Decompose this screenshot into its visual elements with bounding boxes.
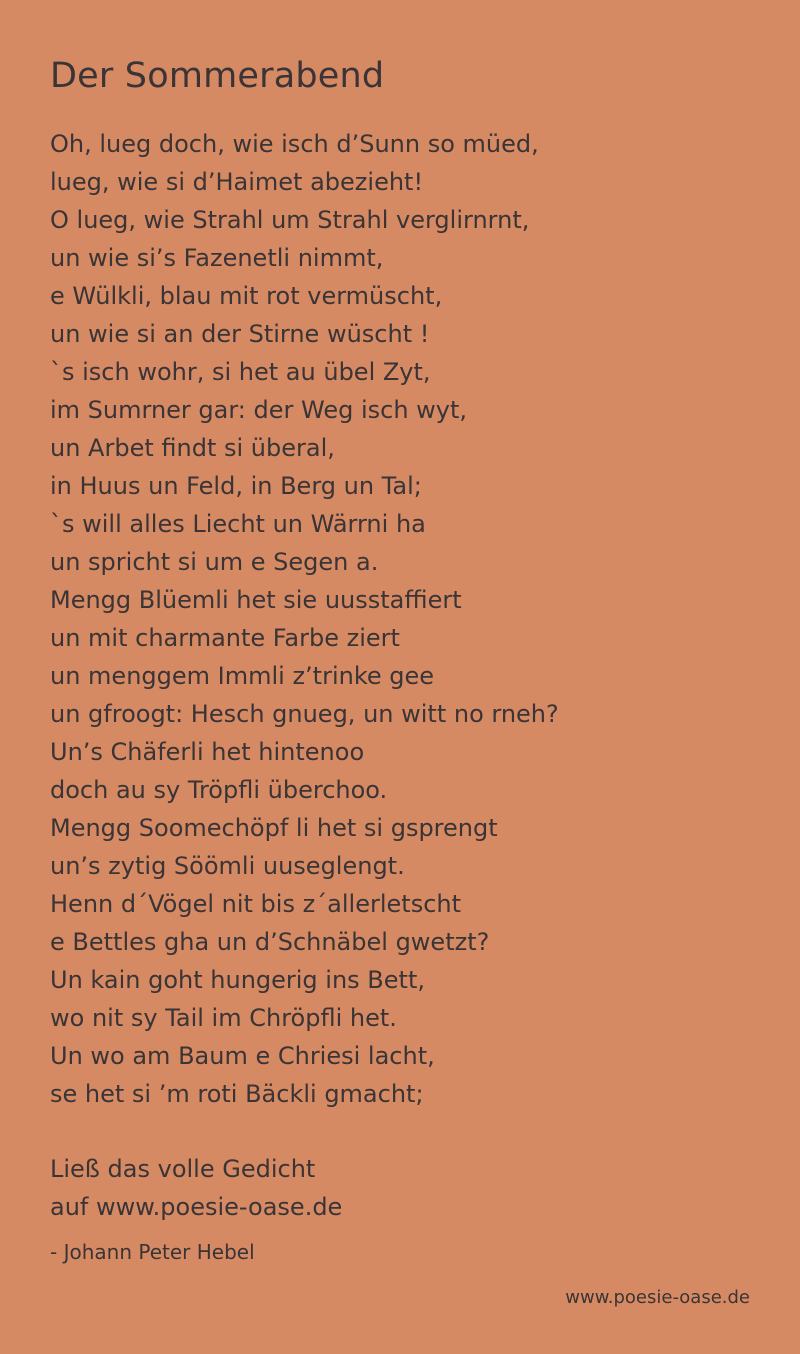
poem-line: doch au sy Tröpfli überchoo. [50,776,388,804]
poem-line: un wie si’s Fazenetli nimmt, [50,244,384,272]
website-watermark[interactable]: www.poesie-oase.de [565,1287,750,1308]
poem-line: Mengg Soomechöpf li het si gsprengt [50,814,498,842]
poem-line: `s isch wohr, si het au übel Zyt, [50,358,431,386]
poem-body [50,125,770,1113]
poem-line: Mengg Blüemli het sie uusstaffiert [50,586,462,614]
full-poem-note-line: Ließ das volle Gedicht [50,1155,316,1183]
full-poem-note [50,1150,342,1226]
poem-line: Oh, lueg doch, wie isch d’Sunn so müed, [50,130,539,158]
poem-line: Un wo am Baum e Chriesi lacht, [50,1042,435,1070]
poem-line: `s will alles Liecht un Wärrni ha [50,510,426,538]
poem-line: e Wülkli, blau mit rot vermüscht, [50,282,443,310]
author-credit: - Johann Peter Hebel [50,1240,255,1264]
poem-line: in Huus un Feld, in Berg un Tal; [50,472,422,500]
poem-line: O lueg, wie Strahl um Strahl verglirnrnt, [50,206,530,234]
poem-line: Un’s Chäferli het hintenoo [50,738,365,766]
poem-line: Un kain goht hungerig ins Bett, [50,966,425,994]
poem-line: un menggem Immli z’trinke gee [50,662,435,690]
poem-line: e Bettles gha un d’Schnäbel gwetzt? [50,928,490,956]
poem-line: un wie si an der Stirne wüscht ! [50,320,430,348]
poem-line: se het si ’m roti Bäckli gmacht; [50,1080,424,1108]
poem-title: Der Sommerabend [50,56,385,96]
poem-line: lueg, wie si d’Haimet abezieht! [50,168,424,196]
poem-line: Henn d´Vögel nit bis z´allerletscht [50,890,462,918]
poem-line: un Arbet findt si überal, [50,434,335,462]
poem-line: un gfroogt: Hesch gnueg, un witt no rneh? [50,700,559,728]
poem-line: wo nit sy Tail im Chröpfli het. [50,1004,397,1032]
poem-line: un mit charmante Farbe ziert [50,624,400,652]
full-poem-link[interactable]: auf www.poesie-oase.de [50,1193,343,1221]
poem-line: un spricht si um e Segen a. [50,548,379,576]
poem-line: im Sumrner gar: der Weg isch wyt, [50,396,468,424]
poem-line: un’s zytig Söömli uuseglengt. [50,852,405,880]
